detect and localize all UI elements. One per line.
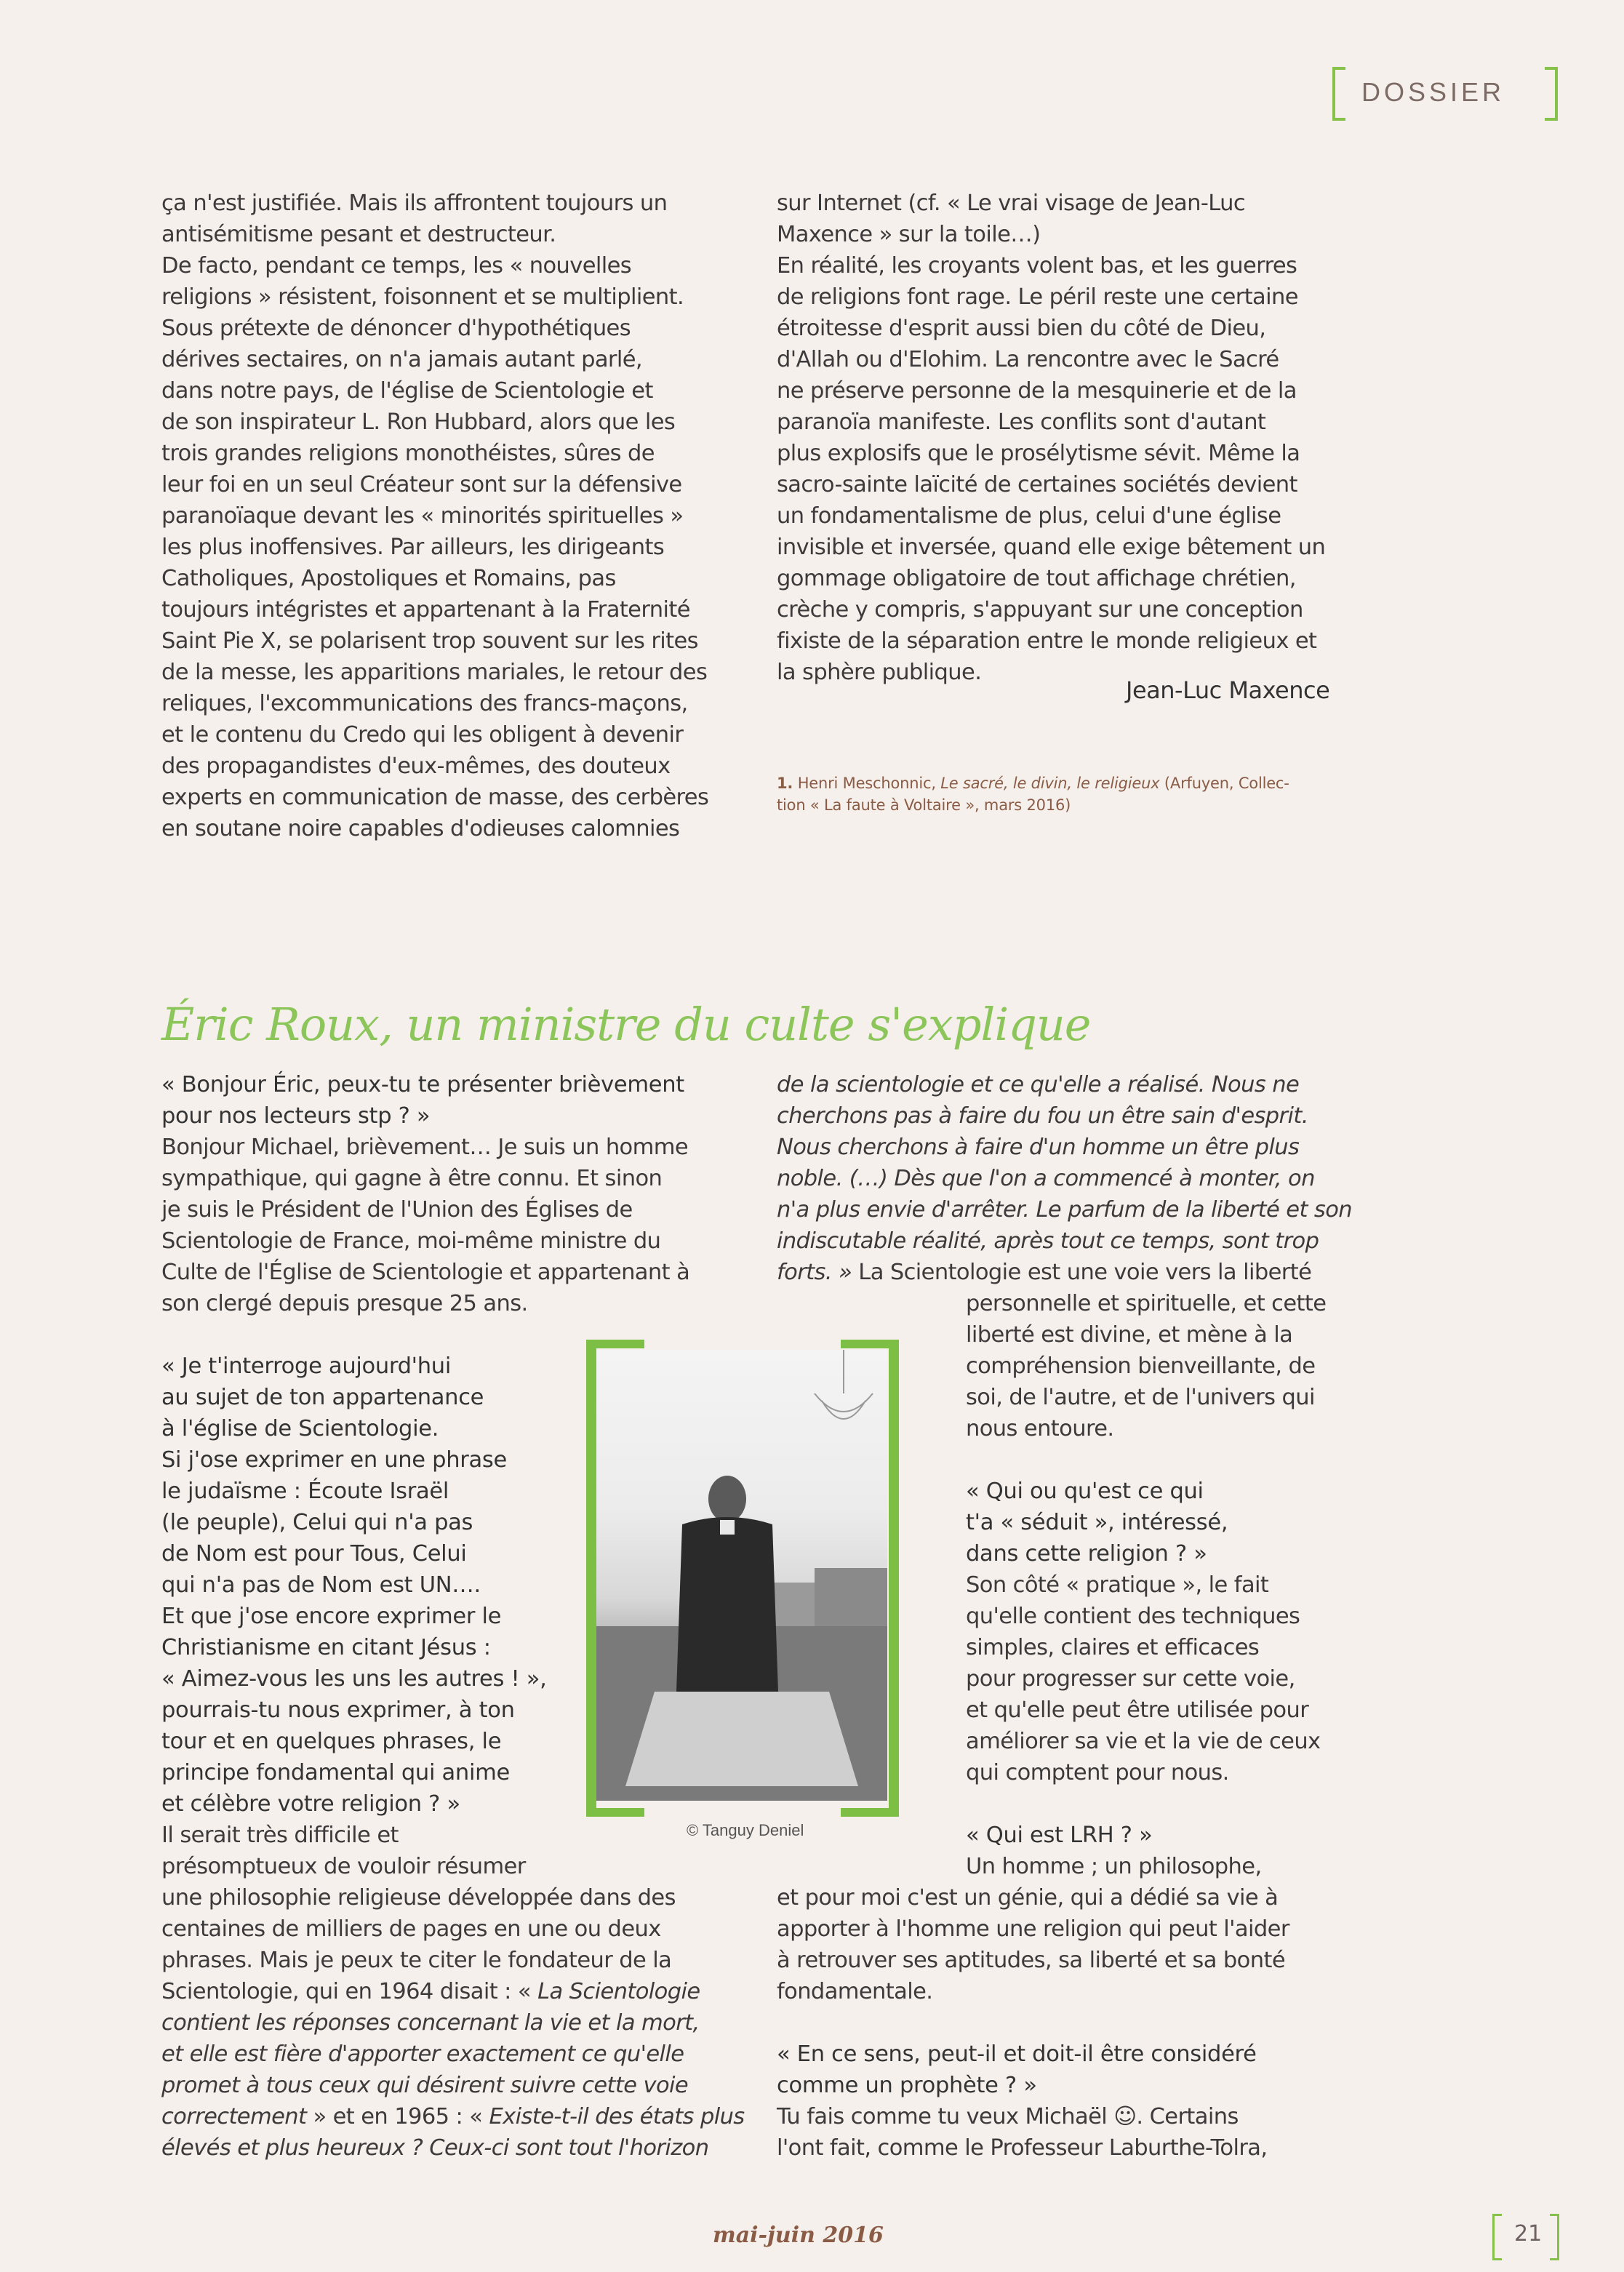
answer-line: fondamentale.: [777, 1979, 933, 2004]
question-line: « Bonjour Éric, peux-tu te présenter brièvement: [161, 1072, 684, 1097]
quote-italic: élevés et plus heureux ? Ceux-ci sont tout l'horizon: [161, 2135, 709, 2161]
text-line: ne préserve personne de la mesquinerie et de la: [777, 378, 1297, 404]
quote-line: de la scientologie et ce qu'elle a réalisé. Nous ne: [777, 1072, 1300, 1097]
footnote-line-2: tion « La faute à Voltaire », mars 2016): [777, 796, 1071, 814]
text-line: étroitesse d'esprit aussi bien du côté de Dieu,: [777, 316, 1266, 341]
question-line: dans cette religion ? »: [966, 1541, 1207, 1567]
answer-line: son clergé depuis presque 25 ans.: [161, 1291, 528, 1316]
section-label: DOSSIER: [1361, 77, 1505, 107]
article-column-top-right: [777, 188, 1325, 688]
question-4: « Qui est LRH ? »: [966, 1823, 1153, 1848]
question-line: t'a « séduit », intéressé,: [966, 1510, 1228, 1535]
question-line: le judaïsme : Écoute Israël: [161, 1479, 449, 1504]
text-line: De facto, pendant ce temps, les « nouvelles: [161, 253, 632, 279]
footnote-book-title: Le sacré, le divin, le religieux: [940, 775, 1160, 792]
answer-line: Scientologie de France, moi-même ministre du: [161, 1228, 661, 1254]
answer-line: phrases. Mais je peux te citer le fondateur de la: [161, 1948, 672, 1973]
text-line: reliques, l'excommunications des francs-maçons,: [161, 691, 688, 716]
question-line: et célèbre votre religion ? »: [161, 1791, 460, 1817]
question-line: « En ce sens, peut-il et doit-il être considéré: [777, 2041, 1257, 2067]
question-line: de Nom est pour Tous, Celui: [161, 1541, 467, 1567]
answer-line: Bonjour Michael, brièvement… Je suis un homme: [161, 1135, 689, 1160]
text-line: et le contenu du Credo qui les obligent à devenir: [161, 722, 684, 748]
answer-4-first: Un homme ; un philosophe,: [966, 1854, 1262, 1879]
question-line: au sujet de ton appartenance: [161, 1385, 484, 1410]
answer-line: centaines de milliers de pages en une ou deux: [161, 1916, 661, 1942]
issue-date: mai-juin 2016: [713, 2223, 884, 2248]
answer-5: [777, 2101, 1352, 2164]
question-1: [161, 1069, 745, 1132]
question-line: pourrais-tu nous exprimer, à ton: [161, 1697, 515, 1723]
question-line: comme un prophète ? »: [777, 2073, 1037, 2098]
text-line: plus explosifs que le prosélytisme sévit. Même la: [777, 441, 1300, 466]
answer-2-text: Scientologie, qui en 1964 disait : «: [161, 1979, 538, 2004]
text-line: paranoïaque devant les « minorités spirituelles »: [161, 503, 684, 529]
answer-line: et qu'elle peut être utilisée pour: [966, 1697, 1309, 1723]
quote-line: noble. (…) Dès que l'on a commencé à monter, on: [777, 1166, 1315, 1191]
question-line: « Qui ou qu'est ce qui: [966, 1479, 1204, 1504]
answer-line: Tu fais comme tu veux Michaël ☺. Certains: [777, 2104, 1239, 2129]
answer-line: une philosophie religieuse développée dans des: [161, 1885, 676, 1911]
text-line: des propagandistes d'eux-mêmes, des douteux: [161, 753, 671, 779]
answer-line: qu'elle contient des techniques: [966, 1604, 1300, 1629]
interview-column-right: [777, 1069, 1352, 2164]
text-line: paranoïa manifeste. Les conflits sont d'autant: [777, 409, 1266, 435]
bracket-left-icon: [1332, 67, 1345, 121]
question-line: (le peuple), Celui qui n'a pas: [161, 1510, 473, 1535]
footnote-author: Henri Meschonnic,: [797, 775, 941, 792]
question-line: à l'église de Scientologie.: [161, 1416, 439, 1441]
answer-line: apporter à l'homme une religion qui peut l'aider: [777, 1916, 1289, 1942]
quote-italic: correctement: [161, 2104, 307, 2129]
quote-line: et elle est fière d'apporter exactement ce qu'elle: [161, 2041, 684, 2067]
question-5: [777, 2039, 1352, 2101]
answer-line: Culte de l'Église de Scientologie et appartenant à: [161, 1260, 690, 1285]
text-line: Maxence » sur la toile…): [777, 222, 1041, 247]
answer-4: [777, 1882, 1352, 2007]
text-line: fixiste de la séparation entre le monde religieux et: [777, 628, 1317, 654]
answer-line: sympathique, qui gagne à être connu. Et sinon: [161, 1166, 663, 1191]
section-header-tag: [1332, 67, 1558, 125]
question-line: Si j'ose exprimer en une phrase: [161, 1447, 507, 1473]
answer-line: Son côté « pratique », le fait: [966, 1572, 1269, 1598]
author-signature: Jean-Luc Maxence: [1126, 676, 1330, 704]
quote-line: n'a plus envie d'arrêter. Le parfum de la liberté et son: [777, 1197, 1352, 1223]
answer-3: [966, 1569, 1352, 1788]
footnote-publisher: (Arfuyen, Collec-: [1159, 775, 1289, 792]
text-line: de son inspirateur L. Ron Hubbard, alors que les: [161, 409, 676, 435]
text-line: dans notre pays, de l'église de Scientologie et: [161, 378, 653, 404]
answer-2-text: » et en 1965 : «: [306, 2104, 489, 2129]
text-line: de la messe, les apparitions mariales, le retour des: [161, 660, 708, 685]
text-line: de religions font rage. Le péril reste une certaine: [777, 284, 1298, 310]
question-line: pour nos lecteurs stp ? »: [161, 1103, 431, 1129]
article-column-top-left: [161, 188, 708, 844]
footnote: [777, 772, 1289, 816]
bracket-left-icon: [1492, 2214, 1502, 2260]
answer-line: je suis le Président de l'Union des Églises de: [161, 1197, 633, 1223]
question-line: Christianisme en citant Jésus :: [161, 1635, 491, 1660]
text-line: invisible et inversée, quand elle exige bêtement un: [777, 535, 1326, 560]
answer-line: pour progresser sur cette voie,: [966, 1666, 1295, 1692]
bracket-right-icon: [1545, 67, 1558, 121]
answer-line: nous entoure.: [966, 1416, 1114, 1441]
answer-text: La Scientologie est une voie vers la liberté: [858, 1260, 1312, 1285]
question-line: principe fondamental qui anime: [161, 1760, 511, 1785]
question-line: « Aimez-vous les uns les autres ! »,: [161, 1666, 547, 1692]
interview-title: Éric Roux, un ministre du culte s'explique: [161, 998, 1091, 1051]
quote-line: Nous cherchons à faire d'un homme un être plus: [777, 1135, 1300, 1160]
quote-italic: forts. »: [777, 1260, 859, 1285]
text-line: la sphère publique.: [777, 660, 982, 685]
footnote-number: 1.: [777, 775, 793, 792]
text-line: sacro-sainte laïcité de certaines sociétés devient: [777, 472, 1297, 497]
text-line: dérives sectaires, on n'a jamais autant parlé,: [161, 347, 642, 372]
answer-line: améliorer sa vie et la vie de ceux: [966, 1729, 1321, 1754]
text-line: trois grandes religions monothéistes, sûres de: [161, 441, 655, 466]
text-line: sur Internet (cf. « Le vrai visage de Jean-Luc: [777, 191, 1246, 216]
text-line: Sous prétexte de dénoncer d'hypothétiques: [161, 316, 631, 341]
text-line: Saint Pie X, se polarisent trop souvent sur les rites: [161, 628, 698, 654]
quote-line: cherchons pas à faire du fou un être sain d'esprit.: [777, 1103, 1308, 1129]
question-line: tour et en quelques phrases, le: [161, 1729, 502, 1754]
text-line: crèche y compris, s'appuyant sur une conception: [777, 597, 1303, 623]
question-3: [966, 1476, 1352, 1569]
text-line: en soutane noire capables d'odieuses calomnies: [161, 816, 680, 841]
text-line: experts en communication de masse, des cerbères: [161, 785, 709, 810]
answer-line: simples, claires et efficaces: [966, 1635, 1260, 1660]
quote-line: indiscutable réalité, après tout ce temps, sont trop: [777, 1228, 1319, 1254]
answer-1: [161, 1132, 745, 1319]
text-line: religions » résistent, foisonnent et se multiplient.: [161, 284, 684, 310]
answer-2: [161, 1820, 745, 2164]
page-number: [1492, 2214, 1559, 2265]
quote-line: promet à tous ceux qui désirent suivre cette voie: [161, 2073, 689, 2098]
answer-line: soi, de l'autre, et de l'univers qui: [966, 1385, 1315, 1410]
answer-line: qui comptent pour nous.: [966, 1760, 1229, 1785]
quote-line: contient les réponses concernant la vie et la mort,: [161, 2010, 700, 2036]
quote-italic: Existe-t-il des états plus: [489, 2104, 745, 2129]
answer-line: liberté est divine, et mène à la: [966, 1322, 1293, 1348]
text-line: un fondamentalisme de plus, celui d'une église: [777, 503, 1281, 529]
text-line: gommage obligatoire de tout affichage chrétien,: [777, 566, 1296, 591]
question-line: « Je t'interroge aujourd'hui: [161, 1353, 452, 1379]
bracket-right-icon: [1550, 2214, 1559, 2260]
text-line: En réalité, les croyants volent bas, et les guerres: [777, 253, 1297, 279]
answer-line: personnelle et spirituelle, et cette: [966, 1291, 1327, 1316]
answer-line: présomptueux de vouloir résumer: [161, 1854, 526, 1879]
answer-line: compréhension bienveillante, de: [966, 1353, 1316, 1379]
text-line: ça n'est justifiée. Mais ils affrontent toujours un: [161, 191, 668, 216]
text-line: leur foi en un seul Créateur sont sur la défensive: [161, 472, 682, 497]
text-line: d'Allah ou d'Elohim. La rencontre avec le Sacré: [777, 347, 1279, 372]
text-line: toujours intégristes et appartenant à la Fraternité: [161, 597, 690, 623]
answer-line: Il serait très difficile et: [161, 1823, 399, 1848]
answer-line: et pour moi c'est un génie, qui a dédié sa vie à: [777, 1885, 1279, 1911]
question-line: Et que j'ose encore exprimer le: [161, 1604, 502, 1629]
text-line: antisémitisme pesant et destructeur.: [161, 222, 556, 247]
text-line: les plus inoffensives. Par ailleurs, les dirigeants: [161, 535, 665, 560]
answer-line: l'ont fait, comme le Professeur Laburthe-Tolra,: [777, 2135, 1268, 2161]
photo-caption: © Tanguy Deniel: [687, 1821, 804, 1839]
answer-line: à retrouver ses aptitudes, sa liberté et sa bonté: [777, 1948, 1285, 1973]
quote-italic: La Scientologie: [537, 1979, 700, 2004]
page-number-label: 21: [1514, 2221, 1543, 2247]
text-line: Catholiques, Apostoliques et Romains, pas: [161, 566, 616, 591]
question-line: qui n'a pas de Nom est UN….: [161, 1572, 481, 1598]
